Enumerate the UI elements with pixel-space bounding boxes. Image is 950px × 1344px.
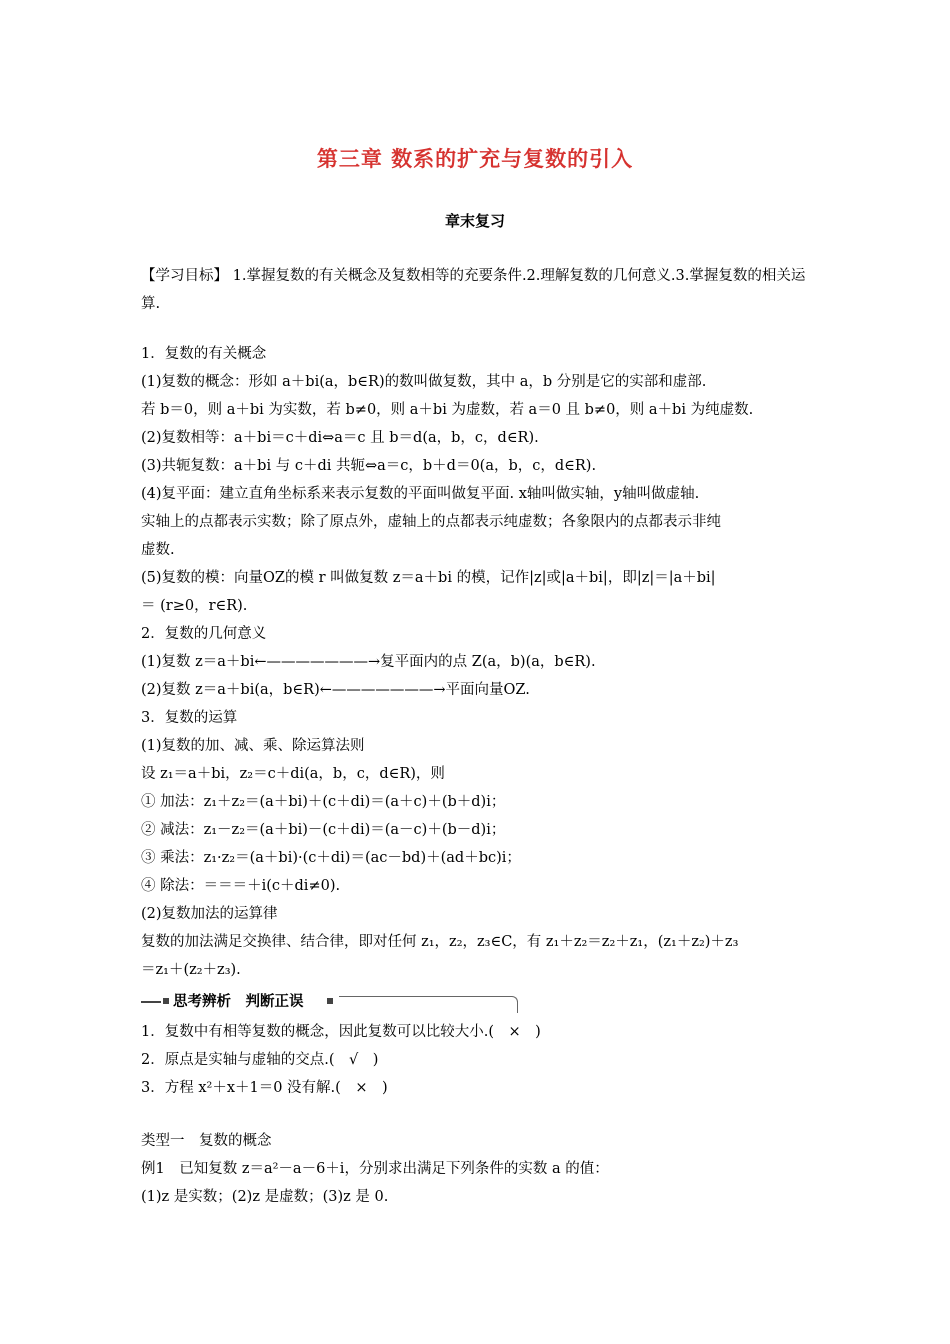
- example-question: 例1 已知复数 z＝a²－a－6＋i，分别求出满足下列条件的实数 a 的值：: [141, 1161, 609, 1177]
- text-line: (4)复平面：建立直角坐标系来表示复数的平面叫做复平面. x轴叫做实轴，y轴叫做虚轴.: [141, 486, 700, 502]
- banner-dot: [327, 998, 333, 1004]
- text-line: ④ 除法：＝＝＝＋i(c＋di≠0).: [141, 878, 341, 894]
- learning-goals-tag: 【学习目标】: [141, 268, 228, 284]
- text-line: ＝ (r≥0，r∈R).: [141, 598, 248, 614]
- learning-goals: [141, 262, 813, 318]
- text-line: (5)复数的模：向量OZ的模 r 叫做复数 z＝a＋bi 的模，记作|z|或|a＋bi|，即|z|＝|a＋bi|: [141, 570, 716, 586]
- text-line: 3．复数的运算: [141, 710, 238, 726]
- banner-rule: [141, 1001, 161, 1003]
- text-line: 虚数.: [141, 542, 175, 558]
- judgement-item: 3．方程 x²＋x＋1＝0 没有解.( × ): [141, 1080, 388, 1096]
- think-banner-title: 思考辨析 判断正误: [173, 994, 304, 1010]
- text-line: 复数的加法满足交换律、结合律，即对任何 z₁，z₂，z₃∈C，有 z₁＋z₂＝z₂＋z₁，(z₁＋z₂)＋z₃: [141, 934, 739, 950]
- banner-dot: [163, 998, 169, 1004]
- text-line: (3)共轭复数：a＋bi 与 c＋di 共轭⇔a＝c，b＋d＝0(a，b，c，d∈R).: [141, 458, 597, 474]
- chapter-title: 第三章 数系的扩充与复数的引入: [316, 147, 634, 171]
- text-line: (1)复数的加、减、乘、除运算法则: [141, 738, 365, 754]
- text-line: ② 减法：z₁－z₂＝(a＋bi)－(c＋di)＝(a－c)＋(b－d)i；: [141, 822, 506, 838]
- text-line: ③ 乘法：z₁·z₂＝(a＋bi)·(c＋di)＝(ac－bd)＋(ad＋bc)i；: [141, 850, 521, 866]
- text-line: (1)复数的概念：形如 a＋bi(a，b∈R)的数叫做复数，其中 a，b 分别是它的实部和虚部.: [141, 374, 707, 390]
- text-line: ＝z₁＋(z₂＋z₃).: [141, 962, 241, 978]
- learning-goals-text: 1.掌握复数的有关概念及复数相等的充要条件.2.理解复数的几何意义.3.掌握复数的相关运算.: [141, 268, 806, 312]
- text-line: 1．复数的有关概念: [141, 346, 267, 362]
- review-content: [141, 340, 813, 984]
- banner-frame: [339, 996, 518, 1013]
- true-false-items: [141, 1018, 813, 1102]
- example-section: [141, 1127, 813, 1211]
- example-subquestions: (1)z 是实数；(2)z 是虚数；(3)z 是 0.: [141, 1189, 389, 1205]
- text-line: (1)复数 z＝a＋bi←———————→复平面内的点 Z(a，b)(a，b∈R).: [141, 654, 596, 670]
- section-subtitle: 章末复习: [444, 212, 505, 230]
- judgement-item: 1．复数中有相等复数的概念，因此复数可以比较大小.( × ): [141, 1024, 541, 1040]
- text-line: (2)复数加法的运算律: [141, 906, 278, 922]
- judgement-item: 2．原点是实轴与虚轴的交点.( √ ): [141, 1052, 379, 1068]
- example-type-heading: 类型一 复数的概念: [141, 1133, 272, 1149]
- text-line: 实轴上的点都表示实数；除了原点外，虚轴上的点都表示纯虚数；各象限内的点都表示非纯: [141, 514, 721, 530]
- text-line: 设 z₁＝a＋bi，z₂＝c＋di(a，b，c，d∈R)，则: [141, 766, 445, 782]
- text-line: ① 加法：z₁＋z₂＝(a＋bi)＋(c＋di)＝(a＋c)＋(b＋d)i；: [141, 794, 506, 810]
- text-line: (2)复数相等：a＋bi＝c＋di⇔a＝c 且 b＝d(a，b，c，d∈R).: [141, 430, 539, 446]
- text-line: (2)复数 z＝a＋bi(a，b∈R)←———————→平面向量OZ.: [141, 682, 530, 698]
- text-line: 2．复数的几何意义: [141, 626, 267, 642]
- think-banner: [141, 990, 519, 1014]
- text-line: 若 b＝0，则 a＋bi 为实数，若 b≠0，则 a＋bi 为虚数，若 a＝0 且 b≠0，则 a＋bi 为纯虚数.: [141, 402, 754, 418]
